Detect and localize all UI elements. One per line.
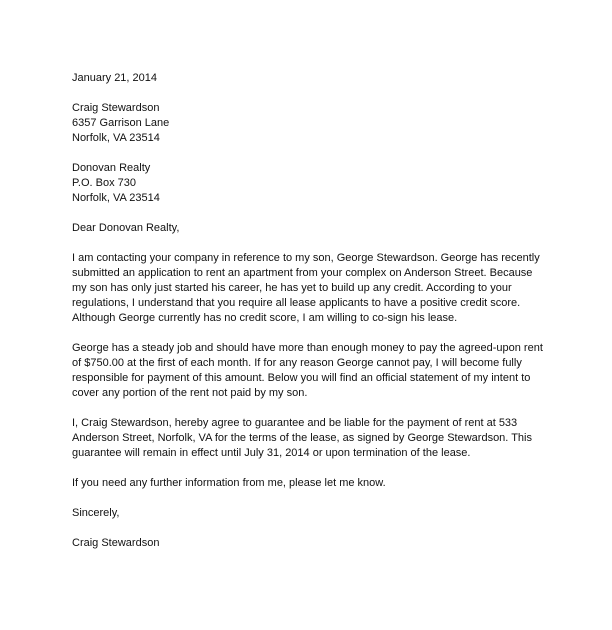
paragraph-line: Although George currently has no credit score, I am willing to co-sign his lease. bbox=[72, 312, 458, 324]
paragraph-line: Anderson Street, Norfolk, VA for the terms of the lease, as signed by George Stewardson. This bbox=[72, 432, 532, 444]
recipient-address bbox=[72, 161, 552, 206]
paragraph-line: I, Craig Stewardson, hereby agree to guarantee and be liable for the payment of rent at 533 bbox=[72, 417, 518, 429]
paragraph-2 bbox=[72, 341, 552, 401]
closing: Sincerely, bbox=[72, 507, 120, 519]
sender-city: Norfolk, VA 23514 bbox=[72, 132, 160, 144]
recipient-name: Donovan Realty bbox=[72, 162, 151, 174]
signature-block bbox=[72, 536, 552, 551]
closing-block bbox=[72, 506, 552, 521]
signature-name: Craig Stewardson bbox=[72, 537, 160, 549]
paragraph-3 bbox=[72, 416, 552, 461]
letter-date-block bbox=[72, 71, 552, 86]
paragraph-line: of $750.00 at the first of each month. If for any reason George cannot pay, I will become fully bbox=[72, 357, 522, 369]
paragraph-line: If you need any further information from me, please let me know. bbox=[72, 477, 386, 489]
paragraph-line: guarantee will remain in effect until July 31, 2014 or upon termination of the lease. bbox=[72, 447, 471, 459]
paragraph-4 bbox=[72, 476, 552, 491]
paragraph-line: responsible for payment of this amount. Below you will find an official statement of my intent to bbox=[72, 372, 531, 384]
letter-date: January 21, 2014 bbox=[72, 72, 158, 84]
sender-street: 6357 Garrison Lane bbox=[72, 117, 170, 129]
paragraph-line: I am contacting your company in reference to my son, George Stewardson. George has recently bbox=[72, 252, 540, 264]
salutation: Dear Donovan Realty, bbox=[72, 222, 180, 234]
salutation-block bbox=[72, 221, 552, 236]
recipient-city: Norfolk, VA 23514 bbox=[72, 192, 160, 204]
sender-address bbox=[72, 101, 552, 146]
paragraph-line: cover any portion of the rent not paid by my son. bbox=[72, 387, 308, 399]
paragraph-line: regulations, I understand that you require all lease applicants to have a positive credit score. bbox=[72, 297, 521, 309]
paragraph-1 bbox=[72, 251, 552, 326]
paragraph-line: my son has only just started his career, he has yet to build up any credit. According to your bbox=[72, 282, 512, 294]
paragraph-line: submitted an application to rent an apartment from your complex on Anderson Street. Because bbox=[72, 267, 533, 279]
sender-name: Craig Stewardson bbox=[72, 102, 160, 114]
paragraph-line: George has a steady job and should have more than enough money to pay the agreed-upon rent bbox=[72, 342, 543, 354]
recipient-street: P.O. Box 730 bbox=[72, 177, 137, 189]
letter-body bbox=[72, 71, 552, 551]
